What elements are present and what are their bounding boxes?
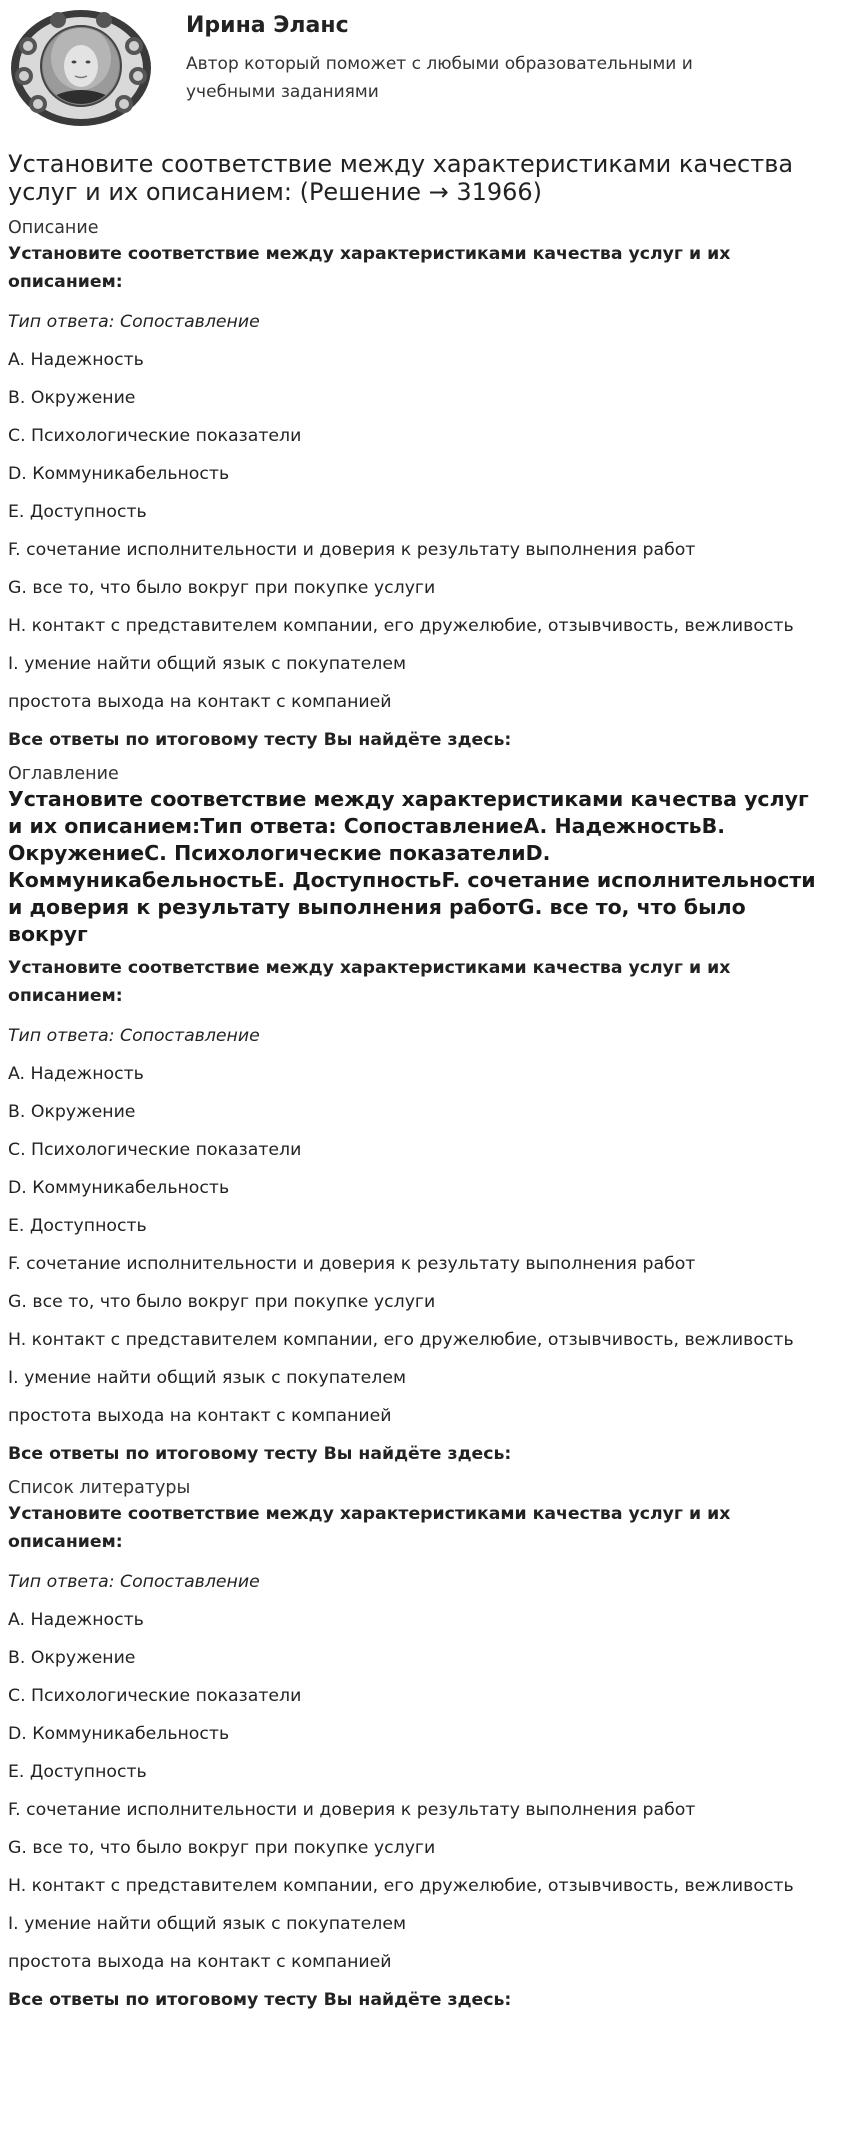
author-description: Автор который поможет с любыми образовательными и учебными заданиями <box>186 54 693 102</box>
section-label-literature: Список литературы <box>8 1478 191 1498</box>
task-item-g: G. все то, что было вокруг при покупке услуги <box>8 1838 436 1858</box>
task-item-c: C. Психологические показатели <box>8 1686 302 1706</box>
section-label-toc: Оглавление <box>8 764 119 784</box>
task-question: Установите соответствие между характеристиками качества услуг и их описанием: <box>8 958 731 1006</box>
task-question: Установите соответствие между характеристиками качества услуг и их описанием: <box>8 244 731 292</box>
author-card <box>8 0 839 136</box>
task-item-j: простота выхода на контакт с компанией <box>8 692 392 712</box>
task-item-i: I. умение найти общий язык с покупателем <box>8 1368 407 1388</box>
author-info <box>186 6 786 106</box>
task-item-f: F. сочетание исполнительности и доверия к результату выполнения работ <box>8 1254 696 1274</box>
task-answer-type: Тип ответа: Сопоставление <box>8 1572 260 1592</box>
author-avatar[interactable] <box>8 6 154 130</box>
task-item-h: H. контакт с представителем компании, его дружелюбие, отзывчивость, вежливость <box>8 1330 794 1350</box>
task-item-i: I. умение найти общий язык с покупателем <box>8 1914 407 1934</box>
task-final-note[interactable]: Все ответы по итоговому тесту Вы найдёте здесь: <box>8 730 512 750</box>
task-item-g: G. все то, что было вокруг при покупке услуги <box>8 578 436 598</box>
task-item-g: G. все то, что было вокруг при покупке услуги <box>8 1292 436 1312</box>
task-answer-type: Тип ответа: Сопоставление <box>8 312 260 332</box>
description-block <box>8 240 839 754</box>
task-item-f: F. сочетание исполнительности и доверия к результату выполнения работ <box>8 540 696 560</box>
task-item-j: простота выхода на контакт с компанией <box>8 1952 392 1972</box>
task-item-d: D. Коммуникабельность <box>8 1724 230 1744</box>
task-item-e: E. Доступность <box>8 502 147 522</box>
toc-block <box>8 954 839 1468</box>
task-item-b: B. Окружение <box>8 388 136 408</box>
task-question: Установите соответствие между характеристиками качества услуг и их описанием: <box>8 1504 731 1552</box>
task-item-h: H. контакт с представителем компании, его дружелюбие, отзывчивость, вежливость <box>8 616 794 636</box>
toc-heading: Установите соответствие между характеристиками качества услуг и их описанием:Тип ответа: СопоставлениеA. НадежностьB. ОкружениеC. Психологические показателиD. КоммуникабельностьE. ДоступностьF. сочетание исполнительности и доверия к результату выполнения работG. все то, что было вокруг <box>8 787 816 946</box>
task-item-a: A. Надежность <box>8 1610 144 1630</box>
task-item-a: A. Надежность <box>8 350 144 370</box>
task-answer-type: Тип ответа: Сопоставление <box>8 1026 260 1046</box>
task-item-e: E. Доступность <box>8 1762 147 1782</box>
task-item-f: F. сочетание исполнительности и доверия к результату выполнения работ <box>8 1800 696 1820</box>
task-item-d: D. Коммуникабельность <box>8 464 230 484</box>
task-item-b: B. Окружение <box>8 1648 136 1668</box>
task-final-note[interactable]: Все ответы по итоговому тесту Вы найдёте здесь: <box>8 1990 512 2010</box>
task-item-b: B. Окружение <box>8 1102 136 1122</box>
author-name[interactable]: Ирина Эланс <box>186 13 349 38</box>
task-item-a: A. Надежность <box>8 1064 144 1084</box>
task-item-c: C. Психологические показатели <box>8 426 302 446</box>
page-title: Установите соответствие между характеристиками качества услуг и их описанием: (Решение → 31966) <box>8 150 794 206</box>
task-item-h: H. контакт с представителем компании, его дружелюбие, отзывчивость, вежливость <box>8 1876 794 1896</box>
task-item-c: C. Психологические показатели <box>8 1140 302 1160</box>
task-final-note[interactable]: Все ответы по итоговому тесту Вы найдёте здесь: <box>8 1444 512 1464</box>
task-item-j: простота выхода на контакт с компанией <box>8 1406 392 1426</box>
task-item-e: E. Доступность <box>8 1216 147 1236</box>
section-label-description: Описание <box>8 218 99 238</box>
literature-block <box>8 1500 839 2014</box>
task-item-d: D. Коммуникабельность <box>8 1178 230 1198</box>
task-item-i: I. умение найти общий язык с покупателем <box>8 654 407 674</box>
